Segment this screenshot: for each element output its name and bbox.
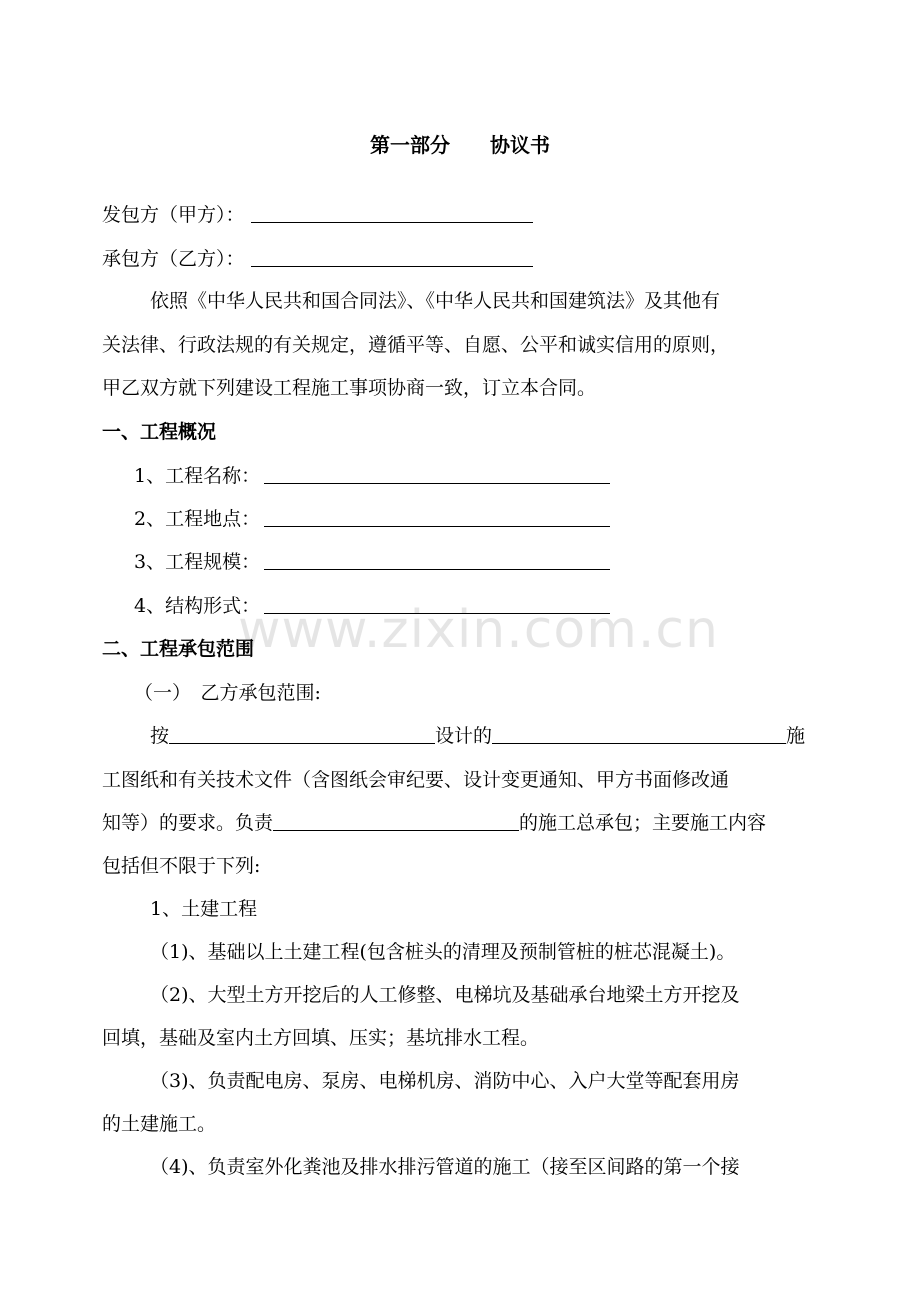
party-a-row — [102, 200, 533, 230]
page-title: 第一部分 协议书 — [370, 133, 550, 157]
civil-item-2-line-2: 回填，基础及室内土方回填、压实；基坑排水工程。 — [102, 1027, 540, 1049]
intro-line-3: 甲乙双方就下列建设工程施工事项协商一致，订立本合同。 — [102, 377, 597, 399]
scope-an: 按 — [150, 725, 170, 747]
scope-contract-blank[interactable] — [273, 810, 519, 831]
party-b-row — [102, 244, 533, 274]
scope-project-blank[interactable] — [492, 723, 786, 744]
civil-item-4-line-1: （4)、负责室外化粪池及排水排污管道的施工（接至区间路的第一个接 — [150, 1156, 740, 1178]
scope-design-of: 设计的 — [435, 725, 493, 747]
civil-heading: 1、土建工程 — [150, 898, 258, 920]
project-name-row — [134, 461, 610, 491]
scope-line-2: 工图纸和有关技术文件（含图纸会审纪要、设计变更通知、甲方书面修改通 — [102, 769, 730, 791]
watermark: www.zixin.com.cn — [238, 600, 719, 660]
civil-item-3-line-2: 的土建施工。 — [102, 1113, 217, 1135]
scope-line-4: 包括但不限于下列: — [102, 855, 261, 877]
scope-line-3 — [102, 808, 766, 838]
civil-item-2-line-1: （2)、大型土方开挖后的人工修整、电梯坑及基础承台地梁土方开挖及 — [150, 984, 740, 1006]
project-location-blank[interactable] — [264, 506, 610, 527]
scope-shi: 施 — [786, 725, 806, 747]
civil-item-1: （1)、基础以上土建工程(包含桩头的清理及预制管桩的桩芯混凝土)。 — [150, 941, 736, 963]
scope-line-3-start: 知等）的要求。负责 — [102, 812, 274, 834]
section2-heading: 二、工程承包范围 — [102, 638, 255, 660]
scope-line-1 — [150, 721, 805, 751]
party-a-blank[interactable] — [251, 202, 533, 223]
project-scale-row — [134, 547, 610, 577]
scope-designer-blank[interactable] — [169, 723, 435, 744]
project-name-blank[interactable] — [264, 463, 610, 484]
scope-line-3-end: 的施工总承包；主要施工内容 — [519, 812, 767, 834]
project-scale-blank[interactable] — [264, 549, 610, 570]
project-scale-label: 3、工程规模： — [134, 551, 261, 573]
scope-subheading: （一） 乙方承包范围: — [134, 682, 321, 704]
project-location-row — [134, 504, 610, 534]
civil-item-3-line-1: （3)、负责配电房、泵房、电梯机房、消防中心、入户大堂等配套用房 — [150, 1070, 740, 1092]
intro-line-1: 依照《中华人民共和国合同法》、《中华人民共和国建筑法》及其他有 — [150, 290, 721, 312]
party-b-label: 承包方（乙方）： — [102, 248, 245, 270]
project-name-label: 1、工程名称： — [134, 465, 261, 487]
party-a-label: 发包方（甲方）： — [102, 204, 245, 226]
intro-line-2: 关法律、行政法规的有关规定，遵循平等、自愿、公平和诚实信用的原则， — [102, 334, 730, 356]
structure-form-label: 4、结构形式： — [134, 595, 261, 617]
party-b-blank[interactable] — [251, 246, 533, 267]
project-location-label: 2、工程地点： — [134, 508, 261, 530]
section1-heading: 一、工程概况 — [102, 421, 217, 443]
